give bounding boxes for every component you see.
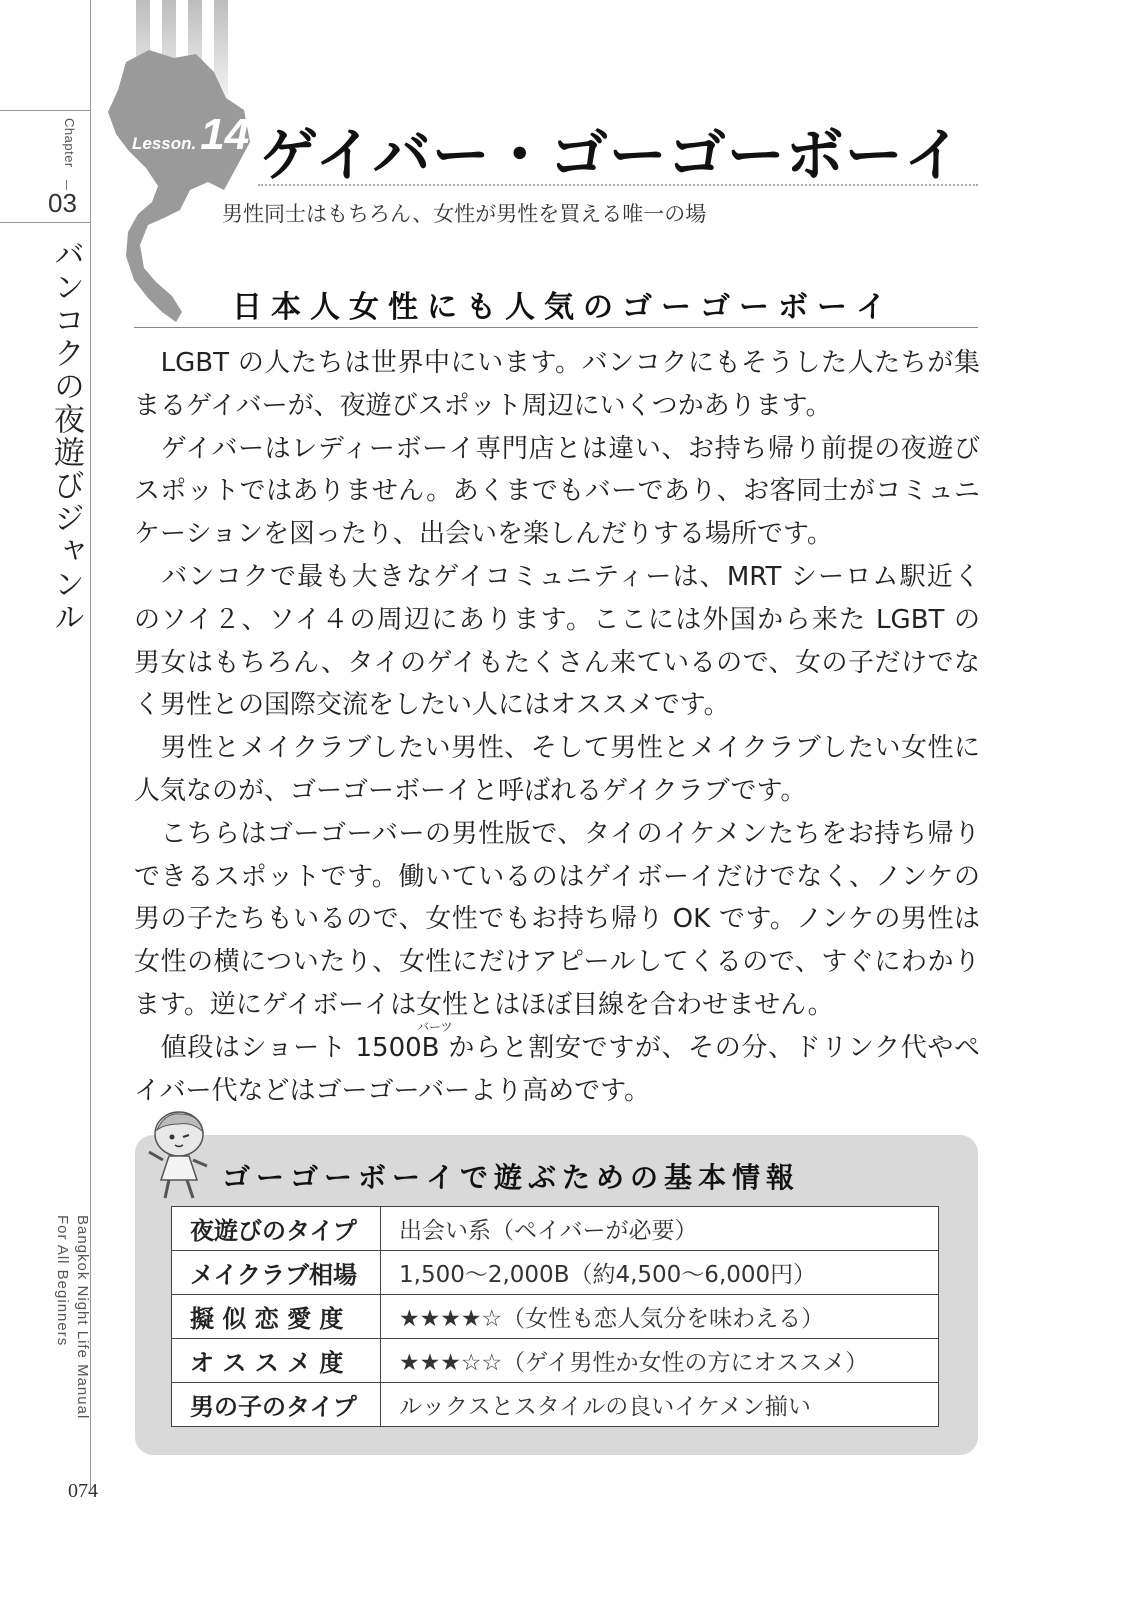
body-line: ゲイバーはレディーボーイ専門店とは違い、お持ち帰り前提の夜遊び xyxy=(134,433,980,464)
table-row xyxy=(172,1383,939,1427)
body-line: 男女はもちろん、タイのゲイもたくさん来ているので、女の子だけでな xyxy=(134,647,980,678)
ruby-baht: バーツ xyxy=(417,1020,453,1034)
table-row xyxy=(172,1251,939,1295)
page-number: 074 xyxy=(68,1480,98,1502)
book-title-line1: Bangkok Night Life Manual xyxy=(74,1215,91,1420)
body-line: LGBT の人たちは世界中にいます。バンコクにもそうした人たちが集 xyxy=(134,348,980,378)
row-label: メイクラブ相場 xyxy=(172,1251,381,1295)
body-line: 男性とメイクラブしたい男性、そして男性とメイクラブしたい女性に xyxy=(134,733,980,764)
table-row xyxy=(172,1295,939,1339)
chapter-rule-bottom xyxy=(0,222,91,223)
section-heading: 日本人女性にも人気のゴーゴーボーイ xyxy=(232,290,895,325)
info-box-title: ゴーゴーボーイで遊ぶための基本情報 xyxy=(222,1161,801,1194)
row-value: ルックスとスタイルの良いイケメン揃い xyxy=(381,1383,939,1427)
lesson-word: Lesson. xyxy=(132,134,197,153)
book-title-line2: For All Beginners xyxy=(54,1215,71,1347)
lesson-number: 14 xyxy=(200,110,250,159)
body-line: ケーションを図ったり、出会いを楽しんだりする場所です。 xyxy=(134,519,833,550)
chapter-title-vertical: バンコクの夜遊びジャンル xyxy=(48,238,84,634)
body-line: イバー代などはゴーゴーバーより高めです。 xyxy=(134,1075,651,1106)
chapter-label: Chapter xyxy=(62,118,77,168)
title-dotted-rule xyxy=(258,184,978,186)
lesson-badge xyxy=(132,110,249,160)
body-line: 値段はショート 1500B からと割安ですが、その分、ドリンク代やペ xyxy=(134,1032,980,1063)
row-label: 擬 似 恋 愛 度 xyxy=(172,1295,381,1339)
section-rule xyxy=(134,327,978,328)
table-row xyxy=(172,1339,939,1383)
row-value: ★★★★☆（女性も恋人気分を味わえる） xyxy=(381,1295,939,1339)
chapter-number: 03 xyxy=(48,188,77,218)
body-line: のソイ２、ソイ４の周辺にあります。ここには外国から来た LGBT の xyxy=(134,604,980,635)
book-title-english xyxy=(52,1215,92,1419)
row-label: 夜遊びのタイプ xyxy=(172,1207,381,1251)
body-line: 女性の横についたり、女性にだけアピールしてくるので、すぐにわかり xyxy=(134,947,980,978)
row-value: ★★★☆☆（ゲイ男性か女性の方にオススメ） xyxy=(381,1339,939,1383)
page-title: ゲイバー・ゴーゴーボーイ xyxy=(260,121,963,189)
table-row xyxy=(172,1207,939,1251)
body-line: まるゲイバーが、夜遊びスポット周辺にいくつかあります。 xyxy=(134,390,832,421)
info-table xyxy=(171,1206,939,1427)
mascot-girl-icon xyxy=(145,1108,215,1203)
chapter-rule-top xyxy=(0,110,91,111)
row-label: オ ス ス メ 度 xyxy=(172,1339,381,1383)
body-line: ます。逆にゲイボーイは女性とはほぼ目線を合わせません。 xyxy=(134,989,834,1020)
body-line: く男性との国際交流をしたい人にはオススメです。 xyxy=(134,690,730,721)
body-text xyxy=(134,342,980,1112)
body-line: 人気なのが、ゴーゴーボーイと呼ばれるゲイクラブです。 xyxy=(134,775,807,806)
body-line: スポットではありません。あくまでもバーであり、お客同士がコミュニ xyxy=(134,476,980,507)
page-subtitle: 男性同士はもちろん、女性が男性を買える唯一の場 xyxy=(222,202,707,226)
row-label: 男の子のタイプ xyxy=(172,1383,381,1427)
body-line: 男の子たちもいるので、女性でもお持ち帰り OK です。ノンケの男性は xyxy=(134,904,980,935)
row-value: 出会い系（ペイバーが必要） xyxy=(381,1207,939,1251)
row-value: 1,500～2,000B（約4,500～6,000円） xyxy=(381,1251,939,1295)
body-line: できるスポットです。働いているのはゲイボーイだけでなく、ノンケの xyxy=(134,861,980,892)
body-line: こちらはゴーゴーバーの男性版で、タイのイケメンたちをお持ち帰り xyxy=(134,818,980,849)
body-line: バンコクで最も大きなゲイコミュニティーは、MRT シーロム駅近く xyxy=(134,561,980,592)
